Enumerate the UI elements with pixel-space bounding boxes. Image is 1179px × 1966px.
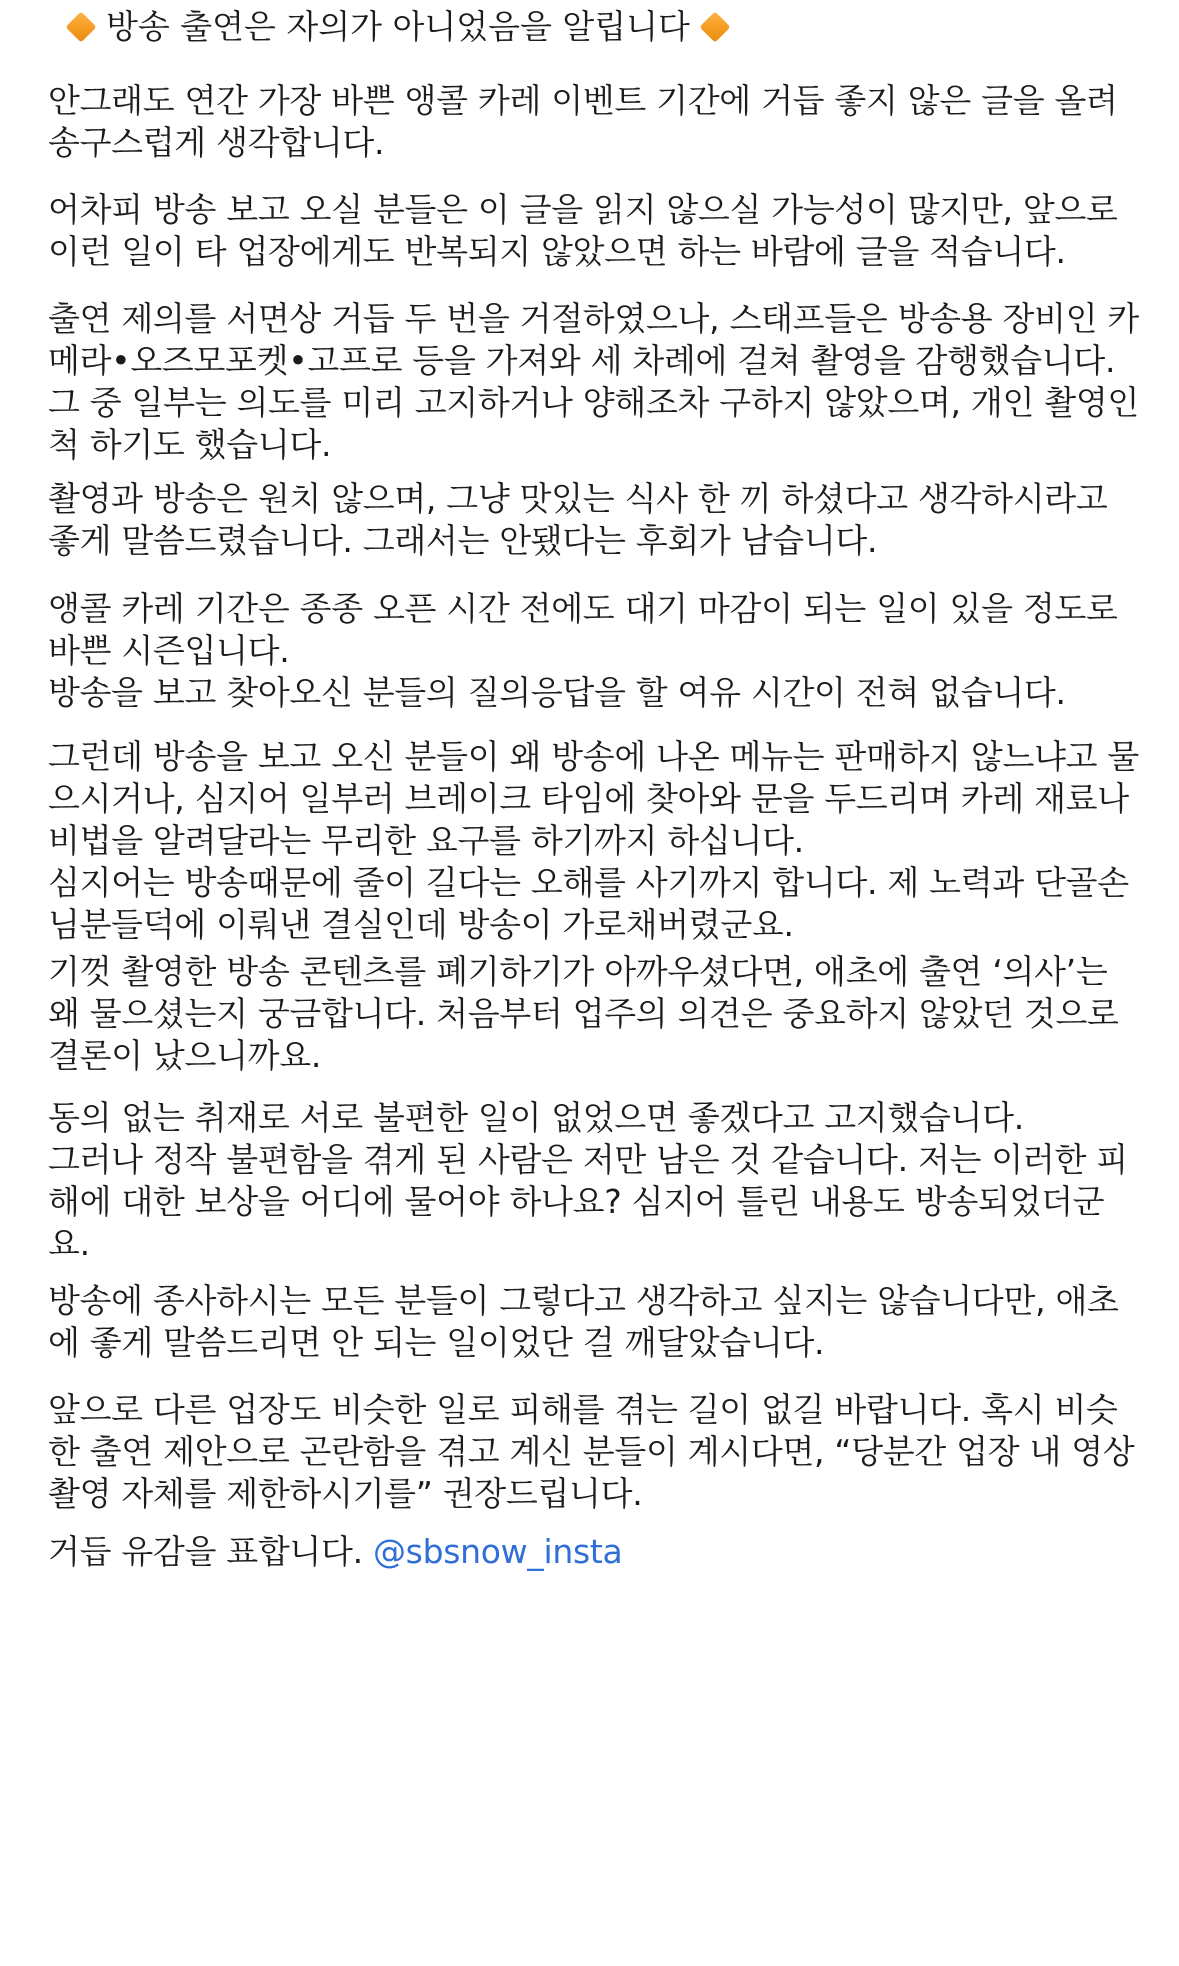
text-line: 그런데 방송을 보고 오신 분들이 왜 방송에 나온 메뉴는 판매하지 않느냐고 물 [48,737,1140,776]
orange-diamond-icon [699,11,730,42]
text-line: 해에 대한 보상을 어디에 물어야 하나요? 심지어 틀린 내용도 방송되었더군 [48,1182,1105,1221]
text-line: 안그래도 연간 가장 바쁜 앵콜 카레 이벤트 기간에 거듭 좋지 않은 글을 올려 [48,81,1118,120]
text-line: 한 출연 제안으로 곤란함을 겪고 계신 분들이 계시다면, “당분간 업장 내 영상 [48,1432,1135,1471]
paragraph-1 [48,80,1138,164]
text-line: 그러나 정작 불편함을 겪게 된 사람은 저만 남은 것 같습니다. 저는 이러한 피 [48,1140,1128,1179]
text-line: 비법을 알려달라는 무리한 요구를 하기까지 하십니다. [48,821,804,860]
orange-diamond-icon [65,11,96,42]
text-line: 에 좋게 말씀드리면 안 되는 일이었단 걸 깨달았습니다. [48,1323,825,1362]
text-line: 방송에 종사하시는 모든 분들이 그렇다고 생각하고 싶지는 않습니다만, 애초 [48,1281,1119,1320]
text-line: 결론이 났으니까요. [48,1036,322,1075]
text-line: 바쁜 시즌입니다. [48,631,290,670]
text-line: 좋게 말씀드렸습니다. 그래서는 안됐다는 후회가 남습니다. [48,521,878,560]
closing-line [48,1531,1138,1573]
account-handle-link[interactable]: @sbsnow_insta [372,1532,623,1571]
text-line: 방송을 보고 찾아오신 분들의 질의응답을 할 여유 시간이 전혀 없습니다. [48,673,1066,712]
text-line: 님분들덕에 이뤄낸 결실인데 방송이 가로채버렸군요. [48,905,794,944]
paragraph-6 [48,736,1138,946]
text-line: 그 중 일부는 의도를 미리 고지하거나 양해조차 구하지 않았으며, 개인 촬영인 [48,383,1140,422]
paragraph-10 [48,1389,1138,1515]
text-line: 왜 물으셨는지 궁금합니다. 처음부터 업주의 의견은 중요하지 않았던 것으로 [48,994,1119,1033]
text-line: 으시거나, 심지어 일부러 브레이크 타임에 찾아와 문을 두드리며 카레 재료나 [48,779,1129,818]
paragraph-7 [48,951,1138,1077]
paragraph-9 [48,1280,1138,1364]
closing-text: 거듭 유감을 표합니다. [48,1532,363,1571]
post-title-row [56,2,740,52]
paragraph-2 [48,189,1138,273]
text-line: 촬영 자체를 제한하시기를” 권장드립니다. [48,1474,643,1513]
text-line: 이런 일이 타 업장에게도 반복되지 않았으면 하는 바람에 글을 적습니다. [48,232,1066,271]
paragraph-8 [48,1097,1138,1265]
paragraph-4 [48,478,1138,562]
text-line: 앵콜 카레 기간은 종종 오픈 시간 전에도 대기 마감이 되는 일이 있을 정도로 [48,589,1118,628]
text-line: 요. [48,1224,90,1263]
text-line: 촬영과 방송은 원치 않으며, 그냥 맛있는 식사 한 끼 하셨다고 생각하시라고 [48,479,1108,518]
text-line: 출연 제의를 서면상 거듭 두 번을 거절하였으나, 스태프들은 방송용 장비인 카 [48,299,1140,338]
text-line: 송구스럽게 생각합니다. [48,123,385,162]
text-line: 어차피 방송 보고 오실 분들은 이 글을 읽지 않으실 가능성이 많지만, 앞으로 [48,190,1118,229]
paragraph-5 [48,588,1138,714]
text-line: 메라•오즈모포켓•고프로 등을 가져와 세 차례에 걸쳐 촬영을 감행했습니다. [48,341,1116,380]
text-line: 기껏 촬영한 방송 콘텐츠를 폐기하기가 아까우셨다면, 애초에 출연 ‘의사’는 [48,952,1108,991]
text-line: 동의 없는 취재로 서로 불편한 일이 없었으면 좋겠다고 고지했습니다. [48,1098,1024,1137]
post-title: 방송 출연은 자의가 아니었음을 알립니다 [106,7,690,46]
paragraph-3 [48,298,1138,466]
closing-paragraph [48,1531,1138,1573]
text-line: 심지어는 방송때문에 줄이 길다는 오해를 사기까지 합니다. 제 노력과 단골손 [48,863,1129,902]
text-line: 앞으로 다른 업장도 비슷한 일로 피해를 겪는 길이 없길 바랍니다. 혹시 비슷 [48,1390,1118,1429]
text-line: 척 하기도 했습니다. [48,425,332,464]
